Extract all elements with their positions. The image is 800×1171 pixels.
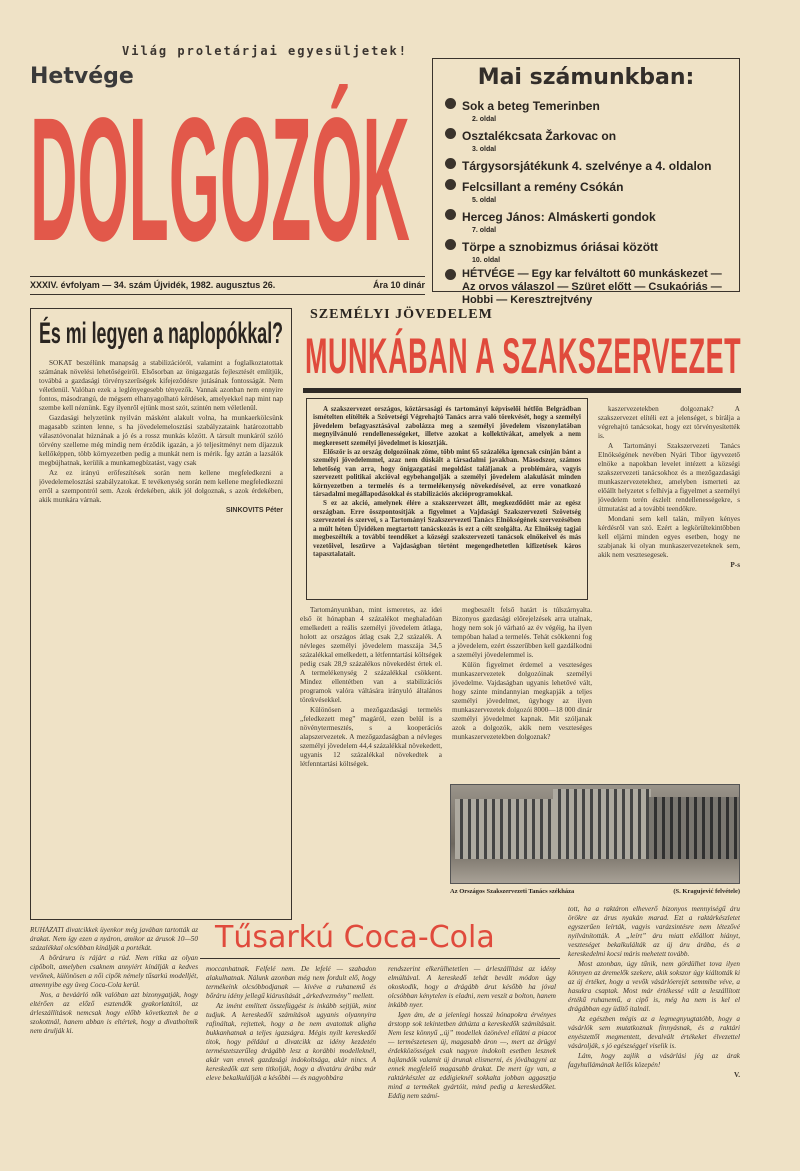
contents-item-page: 5. oldal [472, 197, 497, 204]
paragraph: A bőrárura is rájárt a rúd. Nem ritka az olyan cipőbolt, amelyben csaknem annyiért kínálják a kedves vevőnek, különösen a női cipők némely tűsarkú modelljét, amennyibe egy üveg Coca-Cola kerül. [30, 954, 198, 989]
bottom-article-col3 [388, 965, 556, 1165]
masthead-title: DOLGOZÓK [30, 82, 410, 278]
paragraph: S ez az akció, amelynek élére a szakszervezet állt, megkezdődött már az egész országban. Erre összpontosítják a figyelmet a Vajdasági Szakszervezeti Szövetség szervezetei és szervei, s a Tartományi Szakszervezeti Tanács Elnökségének szervezésében a múlt héten Újvidéken megtartott tanácskozás is ezt a célt szolgálta. Az Elnökség tagjai megbeszélték a további teendőket a községi szakszervezeti tanácsok elnökeivel és más vezetőivel, leszűrve a Vajdaságban történt megengedhetetlen kifizetések káros tapasztalatait. [313, 499, 581, 558]
contents-item-page: 10. oldal [472, 257, 501, 264]
contents-item-label: Herceg János: Almáskerti gondok [462, 210, 656, 224]
left-article [30, 308, 292, 920]
contents-item [445, 268, 727, 307]
main-article-headline [305, 328, 741, 386]
left-article-title: És mi legyen a naplopókkal? [39, 317, 284, 350]
contents-title: Mai számunkban: [477, 65, 695, 90]
paragraph: Gazdasági helyzetünk nyilván másként alakult volna, ha munkaerkölcsünk magasabb szinten lenne, s ha jövedelemelosztási szabályzataink határozottabb választóvonalat húznának a jó és a rossz munkás között. A társult munkáról szóló törvény szelleme még mindig nem érződik igazán, a jó teljesítményt nem díjazzuk kellőképpen, több környezetben pedig a munkát nem is mérik. Így aztán a lazsálók megbújhatnak, kerülik a munkamegbízatást, vagy csak [39, 414, 283, 467]
contents-item-page: 2. oldal [472, 116, 497, 123]
bottom-article-signature: V. [733, 1071, 740, 1079]
contents-item-label: Sok a beteg Temerinben [462, 99, 600, 113]
issue-info-line [30, 276, 425, 295]
contents-item-label: Felcsillant a remény Csókán [462, 180, 624, 194]
main-article-signature: P-s [730, 561, 740, 569]
masthead-motto: Világ proletárjai egyesüljetek! [122, 44, 408, 58]
paragraph: kaszervezetekben dolgoznak? A szakszervezet elítéli ezt a jelenséget, s bírálja a végrehajtó tanácsokat, hogy ezt törvényesítették is. [598, 405, 740, 440]
bullet-icon [445, 179, 456, 190]
contents-item [445, 127, 727, 154]
contents-item [445, 157, 727, 175]
bullet-icon [445, 128, 456, 139]
contents-item [445, 238, 727, 265]
building-photo [450, 784, 740, 884]
paragraph: Most azonban, úgy tűnik, nem gördülhet tova ilyen könnyen az áremelők szekere, akik sokszor úgy kiáltották ki az új értéket, hogy a vevők vásárlóerejét semmibe véve, a hasukra csaptak. Most már értékessé vált a leszállított értékű ruhanemű, a cipő is, még ha nem is kel el drágábban egy üdítő italnál. [568, 960, 740, 1013]
paragraph: Először is az ország dolgozóinak zöme, több mint 65 százaléka igencsak csínján bánt a személyi jövedelemmel, azaz nem dúskált a társadalmi javakban. Másodszor, számos lehetőség van arra, hogy önigazgatási megoldást találjanak a problémára, vagyis szervezett politikai akcióval egybehangolják a személyi jövedelem alakulását minden környezetben a termelés és a termelékenység növekedésével, az erre vonatkozó társadalmi megállapodásokkal és stabilizációs akcióprogramokkal. [313, 448, 581, 499]
contents-item-page: 3. oldal [472, 146, 497, 153]
paragraph: Különösen a mezőgazdasági termelés „feledkezett meg” magáról, ezen belül is a növénytermesztés, s a kooperációs alapszervezetek. A mezőgazdaságban a névleges személyi jövedelem 44,4 százalékkal növekedett, ugyanis 12 százalékkal növekedtek a létfenntartási költségek. [300, 706, 442, 768]
paragraph: Lám, hogy zajlik a vásárlási jég az árak fagyhullámának kellős közepén! [568, 1052, 740, 1069]
paragraph: SOKAT beszélünk manapság a stabilizációról, valamint a foglalkoztatottak számának növelési lehetőségeiről. Elsősorban az önigazgatás fejlesztését említjük, továbbá a gazdasági törvényszerűségek kifejeződésre jutásának fontosságát. Nem véletlenül. Valóban ezek a leglényegesebb tényezők. Vannak azonban nem ennyire fontos, másodrangú, de mégsem elhanyagolható kérdések, amelyekkel nap mint nap szembe kell néznünk. Egy ilyenről ejtünk most szót, szintén nem véletlenül. [39, 359, 283, 412]
contents-item-label: HÉTVÉGE — Egy kar felváltott 60 munkáskezet — Az orvos válaszol — Szüret előtt — Csukaóriás — Hobbi — Keresztrejtvény [462, 268, 722, 306]
contents-item [445, 208, 727, 235]
main-article-col3 [598, 405, 740, 777]
paragraph: Nos, a beváárló nők valóban azt bizonygatják, hogy eltérően az előző esztendők gyakorlatától, az árleszállítások nemcsak hogy előbb következtek be a szokottnál, hanem abban is eltértek, hogy a divatholmik nem árulják ki. [30, 991, 198, 1035]
divider [200, 958, 560, 959]
main-article-lead [306, 398, 588, 600]
paragraph: A Tartományi Szakszervezeti Tanács Elnökségének nevében Nyári Tibor ügyvezető elnöke a napokban levelet intézett a községi szakszervezeti tanácsokhoz és a mezőgazdasági munkaszervezetekhez, amelyben ismerteti az előállt helyzetet s felhívja a figyelmet a személyi jövedelem terén észlelt rendellenességekre, s útmutatást ad a további teendőkre. [598, 442, 740, 513]
bullet-icon [445, 269, 456, 280]
contents-box [432, 58, 740, 306]
masthead [30, 82, 410, 278]
contents-item [445, 178, 727, 205]
paragraph: Az egészben mégis az a legmegnyugtatóbb, hogy a vásárlók sem mutatkoznak finnyásnak, és a raktári enyészettől megmentett, devalvált értékeket élvezettel vásárolják, s jó egészséggel viselik is. [568, 1015, 740, 1050]
paragraph: rendszerint elkerülhetetlen — árleszállítást az idény elmúltával. A kereskedő tehát bevált módon úgy okoskodik, hogy a drágább árut később ha jóval olcsóbban kénytelen is eladni, nem veszít a bolton, hanem inkább nyer. [388, 965, 556, 1009]
bottom-article-col2 [206, 965, 376, 1165]
main-article-col1 [300, 606, 442, 906]
issue-volume: XXXIV. évfolyam — 34. szám Újvidék, 1982. augusztus 26. [30, 280, 276, 290]
left-article-body [39, 359, 283, 909]
paragraph: Mondani sem kell talán, milyen kényes kérdésről van szó. Ezért a legkörültekintőbben kell eljárni minden egyes esetben, hogy ne szabjanak ki olyan munkaszervezeteknek sem, akik nem vesztesegesek. [598, 515, 740, 559]
photo-credit: (S. Kragujević felvétele) [673, 888, 740, 895]
bottom-article-col4 [568, 905, 740, 1167]
bullet-icon [445, 239, 456, 250]
paragraph: RUHÁZATI divatcikkek üyenkor még javában tartották az árakat. Nem így ezen a nyáron, amikor az árusok 10—50 százalékkal olcsóbban kínálják a portékát. [30, 926, 198, 952]
bullet-icon [445, 158, 456, 169]
contents-item-label: Törpe a sznobizmus óriásai között [462, 240, 659, 254]
paragraph: moccanhatnak. Felfelé nem. De lefelé — szabadon alakulhatnak. Nálunk azonban még nem fordult elő, hogy termékeink olcsóbbodjanak — kivéve a ruhanemű és bőráru idény jellegű kiárusítását „árkedvezmény” mellett. [206, 965, 376, 1000]
paragraph: Az imént említett összefüggést is inkább sejtjük, mint tudjuk. A kereskedői számítások ugyanis olyannyira rafináltak, rejtettek, hogy a be nem avatottak aligha bukkanhatnak a teljes igazságra. Mégis nyílt kereskedői titok, hogy például a divatcikk az idény kezdetén természetszerűleg drágább lesz a korábbi modelleknél, akár van ennek gazdasági indokoltsága, akár nincs. A kereskedők azt sem titkolják, hogy a divatáru árába már eleve bekalkulálják a későbbi — és nagyobbára [206, 1002, 376, 1082]
paragraph: Az ez irányú erőfeszítések során nem kellene megfeledkezni a jövedelemelosztási szabályzatokat. E tevékenység során nem kellene megfeledkezni erről a szempontról sem. Azok érdekében, akik jól dolgoznak, s azok érdekében, akik munkára várnak. [39, 469, 283, 504]
contents-item-label: Tárgysorsjátékunk 4. szelvénye a 4. oldalon [462, 159, 712, 173]
main-article-kicker: SZEMÉLYI JÖVEDELEM [310, 307, 493, 322]
paragraph: Igen ám, de a jelenlegi hosszú hónapokra érvényes árstopp sok tekintetben áthúzta a kereskedők számításait. Nem lesz könnyű „új” modellek özönével ellátni a piacot — természetesen új, magasabb áron —, mert az árügyi érdekközösségek csak nagyon indokolt esetben lesznek hajlandók valamit új árunak elismerni, és jóváhagyni az ennek megfelelő magasabb árakat. De mert így van, a raktárkészlet az eddigieknél sokkalta jobban aggasztja mind a termékek gyártóit, mind pedig a kereskedőket. Eddig nem számí- [388, 1011, 556, 1100]
contents-item-label: Osztalékcsata Žarkovac on [462, 129, 617, 143]
paragraph: megbeszélt felső határt is túlszárnyalta. Bizonyos gazdasági előrejelzések arra utalnak, hogy nem sok jó várható az év végéig, ha ilyen tempóban halad a termelés. Tehát csökkenni fog a jövedelem, ezért ésszerűbben kell gazdálkodni a személyi jövedelemmel is. [452, 606, 592, 659]
left-article-author: SINKOVITS Péter [225, 507, 283, 514]
paragraph: A szakszervezet országos, köztársasági és tartományi képviselői hétfőn Belgrádban ismételten elítélték a Szövetségi Végrehajtó Tanács arra való törekvését, hogy a személyi jövedelem befagyasztásával zabolázza meg a személyi jövedelem viszonylatában megnyilvánuló rendellenességeket, illetve azokat a kollektívákat, amelyek a nem megkeresett személyi jövedelmet is kiosztják. [313, 405, 581, 447]
caption-text: Az Országos Szakszervezeti Tanács székháza [450, 888, 575, 895]
paragraph: tott, ha a raktáron elheverő bizonyos mennyiségű áru örökre az árus nyakán marad. Ezt a raktárkészletet egyszerűen leírták, vagyis varázsintésre nem létezővé nyilvánították. A „leírt” áru miatt előállott hiányt, veszteséget bekalkulálták az új áru árába, és a kereskedelmi kocsi máris mehetett tovább. [568, 905, 740, 958]
masthead-subtitle: Hetvége [30, 64, 134, 89]
bullet-icon [445, 209, 456, 220]
divider [303, 388, 741, 393]
bottom-article-title: Tűsarkú Coca-Cola [215, 920, 495, 955]
photo-caption [450, 888, 740, 896]
main-article-title: MUNKÁBAN A SZAKSZERVEZET [305, 328, 742, 384]
main-article-col2 [452, 606, 592, 780]
paragraph: Tartományunkban, mint ismeretes, az idei első öt hónapban 4 százalékot meghaladóan emelkedett a reális személyi jövedelem átlaga, holott az országos átlag csak 2,2 százalék. A névleges személyi jövedelem masszája 34,5 százalékkal emelkedett, a létfenntartási költségek pedig csak 28,9 százalékos növekedést értek el. A termelékenység 2 százalékkal csökkent. Mindez ellentétben van a stabilizációs programok valóra váltására irányuló általános törekvésekkel. [300, 606, 442, 704]
issue-price: Ára 10 dinár [372, 280, 425, 290]
contents-item-page: 7. oldal [472, 227, 497, 234]
contents-item [445, 97, 727, 124]
paragraph: Külön figyelmet érdemel a veszteséges munkaszervezetek dolgozóinak személyi jövedelme. Vajdaságban ugyanis lehetővé vált, hogy szinte mindannyian megkapják a teljes személyi jövedelmet, úgyhogy az ilyen munkaszervezetek dolgozói 8000—18 000 dinár személyi jövedelmet kapnak. Mit szóljanak azok a dolgozók, akik nem veszteséges munkaszervezetekben dolgoznak? [452, 661, 592, 741]
bullet-icon [445, 98, 456, 109]
bottom-article-col1 [30, 926, 198, 1166]
